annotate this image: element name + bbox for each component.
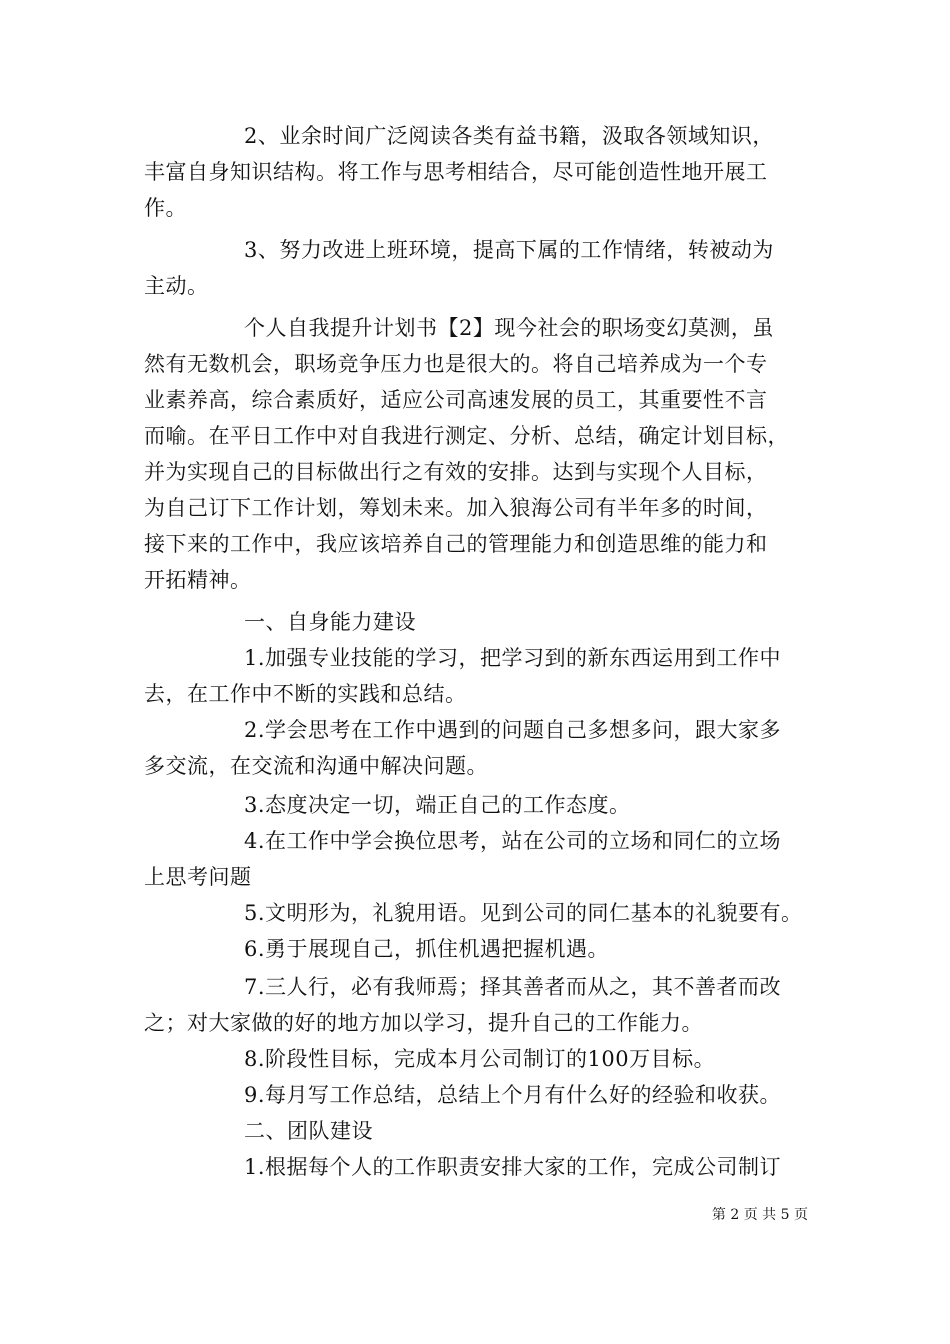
text-line: 多交流，在交流和沟通中解决问题。 — [144, 754, 488, 778]
text-line: 为自己订下工作计划，筹划未来。加入狼海公司有半年多的时间， — [144, 496, 768, 520]
text-line: 去，在工作中不断的实践和总结。 — [144, 682, 467, 706]
text-line: 7.三人行，必有我师焉；择其善者而从之，其不善者而改 — [244, 975, 782, 999]
section-heading: 二、团队建设 — [244, 1119, 373, 1143]
page-number-footer: 第 2 页 共 5 页 — [711, 1207, 808, 1223]
text-line: 2.学会思考在工作中遇到的问题自己多想多问，跟大家多 — [244, 718, 782, 742]
text-line: 3、努力改进上班环境，提高下属的工作情绪，转被动为 — [244, 238, 774, 262]
text-line: 8.阶段性目标，完成本月公司制订的100万目标。 — [244, 1047, 716, 1071]
text-line: 1.根据每个人的工作职责安排大家的工作，完成公司制订 — [244, 1155, 782, 1179]
text-line: 2、业余时间广泛阅读各类有益书籍，汲取各领域知识， — [244, 124, 774, 148]
text-line: 开拓精神。 — [144, 568, 252, 592]
text-line: 之；对大家做的好的地方加以学习，提升自己的工作能力。 — [144, 1011, 703, 1035]
text-line: 主动。 — [144, 274, 209, 298]
text-line: 3.态度决定一切，端正自己的工作态度。 — [244, 793, 631, 817]
section-heading: 一、自身能力建设 — [244, 610, 416, 634]
text-line: 个人自我提升计划书【2】现今社会的职场变幻莫测，虽 — [244, 316, 774, 340]
text-line: 业素养高，综合素质好，适应公司高速发展的员工，其重要性不言 — [144, 388, 768, 412]
text-line: 4.在工作中学会换位思考，站在公司的立场和同仁的立场 — [244, 829, 782, 853]
text-line: 9.每月写工作总结，总结上个月有什么好的经验和收获。 — [244, 1083, 782, 1107]
text-line: 接下来的工作中，我应该培养自己的管理能力和创造思维的能力和 — [144, 532, 768, 556]
text-line: 6.勇于展现自己，抓住机遇把握机遇。 — [244, 937, 610, 961]
text-line: 然有无数机会，职场竞争压力也是很大的。将自己培养成为一个专 — [144, 352, 768, 376]
text-line: 丰富自身知识结构。将工作与思考相结合，尽可能创造性地开展工 — [144, 160, 768, 184]
text-line: 5.文明形为，礼貌用语。见到公司的同仁基本的礼貌要有。 — [244, 901, 803, 925]
text-line: 上思考问题 — [144, 865, 252, 889]
text-line: 作。 — [144, 196, 187, 220]
text-line: 而喻。在平日工作中对自我进行测定、分析、总结，确定计划目标， — [144, 424, 789, 448]
text-line: 1.加强专业技能的学习，把学习到的新东西运用到工作中 — [244, 646, 782, 670]
text-line: 并为实现自己的目标做出行之有效的安排。达到与实现个人目标， — [144, 460, 768, 484]
